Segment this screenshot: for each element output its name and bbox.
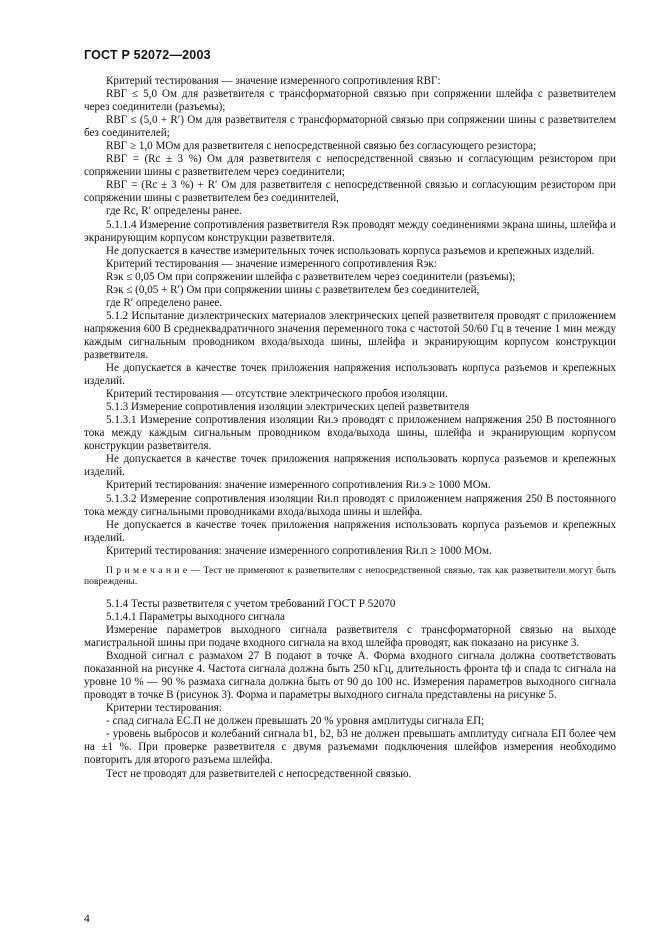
paragraph: 5.1.2 Испытание диэлектрических материалов электрических цепей разветвителя проводят с приложением напряжения 600 В среднеквадратичного значения переменного тока с частотой 50/60 Гц в течение 1 мин между каждым сигнальным проводником входа/выхода шины, шлейфа и экранирующим корпусом конструкции разветвителя. [84,309,616,361]
paragraph: Тест не проводят для разветвителей с непосредственной связью. [106,767,412,780]
paragraph: Критерий тестирования: значение измеренного сопротивления Rи.э ≥ 1000 МОм. [106,479,491,492]
paragraph: Измерение параметров выходного сигнала разветвителя с трансформаторной связью на выходе магистральной шины при подаче входного сигнала на вход шлейфа проводят, как показано на рисунке 3. [84,624,616,650]
paragraph: 5.1.3.1 Измерение сопротивления изоляции Rи.э проводят с приложением напряжения 250 В постоянного тока между каждым сигнальным проводником входа/выхода шины, шлейфа и экранирующим корпусом конструкции разветвителя. [84,414,616,453]
paragraph: где R′ определено ранее. [106,296,223,309]
list-item: - спад сигнала EС.П не должен превышать 20 % уровня амплитуды сигнала EП; [106,715,485,728]
paragraph: Rэк ≤ (0,05 + R′) Ом при сопряжении шины с разветвителем без соединителей, [106,283,480,296]
paragraph: Критерии тестирования: [106,702,222,715]
section-heading: 5.1.4.1 Параметры выходного сигнала [106,610,285,623]
paragraph: 5.1.3 Измерение сопротивления изоляции электрических цепей разветвителя [106,401,470,414]
paragraph: Не допускается в качестве точек приложения напряжения использовать корпуса разъемов и крепежных изделий. [84,453,616,479]
paragraph: RBГ ≤ 5,0 Ом для разветвителя с трансформаторной связью при сопряжении шлейфа с разветвителем через соединители (разъемы); [84,88,616,114]
paragraph: Не допускается в качестве измерительных точек использовать корпуса разъемов и крепежных изделий. [106,244,595,257]
page-number: 4 [84,913,90,925]
paragraph: RBГ ≥ 1,0 МОм для разветвителя с непосредственной связью без согласующего резистора; [106,140,537,153]
paragraph: Критерий тестирования: значение измеренного сопротивления Rи.п ≥ 1000 МОм. [106,544,492,557]
note: П р и м е ч а н и е — Тест не применяют к разветвителям с непосредственной связью, так как разветвители могут быть повреждены. [84,564,616,588]
paragraph: Входной сигнал с размахом 27 В подают в точке A. Форма входного сигнала должна соответствовать показанной на рисунке 4. Частота сигнала должна быть 250 кГц, длительность фронта tф и спада tс сигнала на уровне 10 % — 90 % размаха сигнала должна быть от 90 до 100 нс. Измерения параметров выходного сигнала проводят в точке B (рисунок 3). Форма и параметры выходного сигнала представлены на рисунке 5. [84,650,616,702]
paragraph: RBГ = (Rс ± 3 %) + R′ Ом для разветвителя с непосредственной связью и согласующим резистором при сопряжении шины с разветвителем без соединителей, [84,179,616,205]
paragraph: 5.1.3.2 Измерение сопротивления изоляции Rи.п проводят с приложением напряжения 250 В постоянного тока между сигнальными проводниками входа/выхода шины и шлейфа. [84,492,616,518]
paragraph: Критерий тестирования — значение измеренного сопротивления Rэк: [106,257,437,270]
document-body [84,75,616,781]
paragraph: где Rс, R′ определены ранее. [106,205,242,218]
paragraph: Критерий тестирования — значение измеренного сопротивления RBГ: [106,75,441,87]
paragraph: Не допускается в качестве точек приложения напряжения использовать корпуса разъемов и крепежных изделий. [84,362,616,388]
paragraph: RBГ = (Rс ± 3 %) Ом для разветвителя с непосредственной связью и согласующим резистором при сопряжении шины с разветвителем через соединители; [84,153,616,179]
paragraph: Не допускается в качестве точек приложения напряжения использовать корпуса разъемов и крепежных изделий. [84,518,616,544]
section-heading: 5.1.4 Тесты разветвителя с учетом требований ГОСТ Р 52070 [106,597,396,610]
document-header: ГОСТ Р 52072—2003 [84,48,211,62]
paragraph: Rэк ≤ 0,05 Ом при сопряжении шлейфа с разветвителем через соединители (разъемы); [106,270,516,283]
list-item: - уровень выбросов и колебаний сигнала b1, b2, b3 не должен превышать амплитуду сигнала EП более чем на ±1 %. При проверке разветвителя с двумя разъемами подключения шлейфов измерения необходимо повторить для второго разъема шлейфа. [84,728,616,767]
paragraph: 5.1.1.4 Измерение сопротивления разветвителя Rэк проводят между соединениями экрана шины, шлейфа и экранирующим корпусом конструкции разветвителя. [84,218,616,244]
paragraph: Критерий тестирования — отсутствие электрического пробоя изоляции. [106,388,448,401]
paragraph: RBГ ≤ (5,0 + R′) Ом для разветвителя с трансформаторной связью при сопряжении шины с разветвителем без соединителей; [84,114,616,140]
